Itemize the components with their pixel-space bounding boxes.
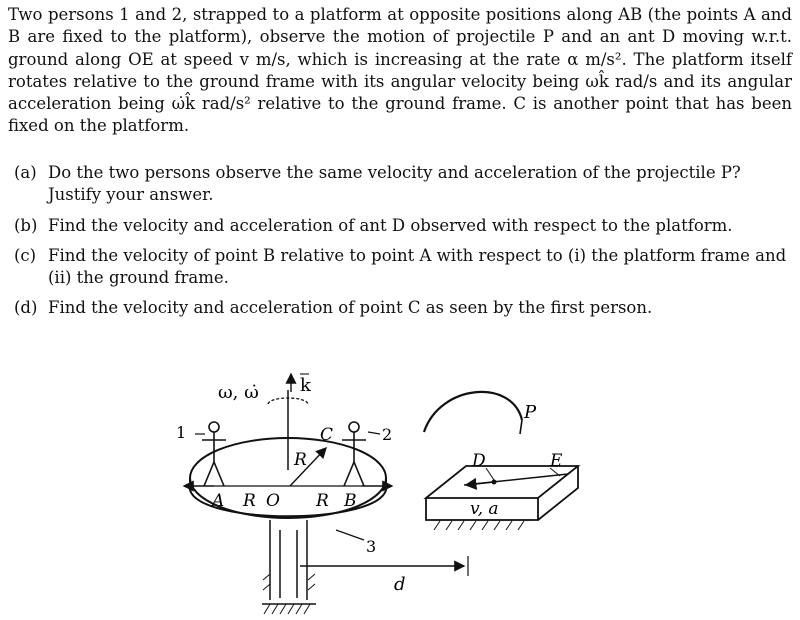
- distance-d-label: d: [394, 574, 406, 595]
- point-e-label: E: [550, 451, 563, 471]
- point-a-label: A: [212, 491, 225, 511]
- point-b-label: B: [344, 491, 357, 511]
- person-2-label: 2: [382, 425, 393, 444]
- ant-velocity-arrow: [466, 482, 494, 485]
- k-label: k: [300, 375, 311, 396]
- r-right-label: R: [316, 491, 329, 511]
- point-c-label: C: [320, 425, 334, 445]
- question-a-text: Do the two persons observe the same velocity and acceleration of the projectile P? Justify your answer.: [48, 163, 741, 205]
- radius-label: R: [294, 450, 307, 470]
- question-c-label: (c): [14, 245, 37, 265]
- ant-d-point: [492, 480, 497, 485]
- question-d-text: Find the velocity and acceleration of point C as seen by the first person.: [48, 298, 653, 318]
- person-3-label: 3: [366, 537, 377, 556]
- problem-intro: Two persons 1 and 2, strapped to a platform at opposite positions along AB (the points A and B are fixed to the platform), observe the motion of projectile P and an ant D moving w.r.t. ground along OE at speed v m/s, which is increasing at the rate α m/s². The platform itself rotates relative to the ground frame with its angular velocity being ωk̂ rad/s and its angular acceleration being ω̇k̂ rad/s² relative to the ground frame. C is another point that has been fixed on the platform.: [8, 5, 792, 136]
- question-b-label: (b): [14, 215, 38, 235]
- question-d-label: (d): [14, 298, 38, 318]
- ant-block: [426, 466, 578, 520]
- point-d-label: D: [472, 451, 486, 471]
- r-left-label: R: [243, 491, 256, 511]
- person-1-label: 1: [176, 423, 187, 442]
- ground-hatch-block: [434, 521, 524, 530]
- omega-label: ω, ω̇: [218, 382, 259, 403]
- projectile-trajectory: [424, 392, 522, 432]
- velocity-acceleration-label: v, a: [470, 499, 499, 519]
- point-p-label: P: [524, 402, 537, 423]
- question-c-text: Find the velocity of point B relative to point A with respect to (i) the platform frame and (ii) the ground frame.: [48, 245, 787, 288]
- question-b-text: Find the velocity and acceleration of ant D observed with respect to the platform.: [48, 215, 733, 235]
- person-2-icon: [342, 422, 366, 486]
- question-a-label: (a): [14, 163, 37, 182]
- point-o-label: O: [266, 491, 280, 511]
- person-1-icon: [202, 422, 226, 486]
